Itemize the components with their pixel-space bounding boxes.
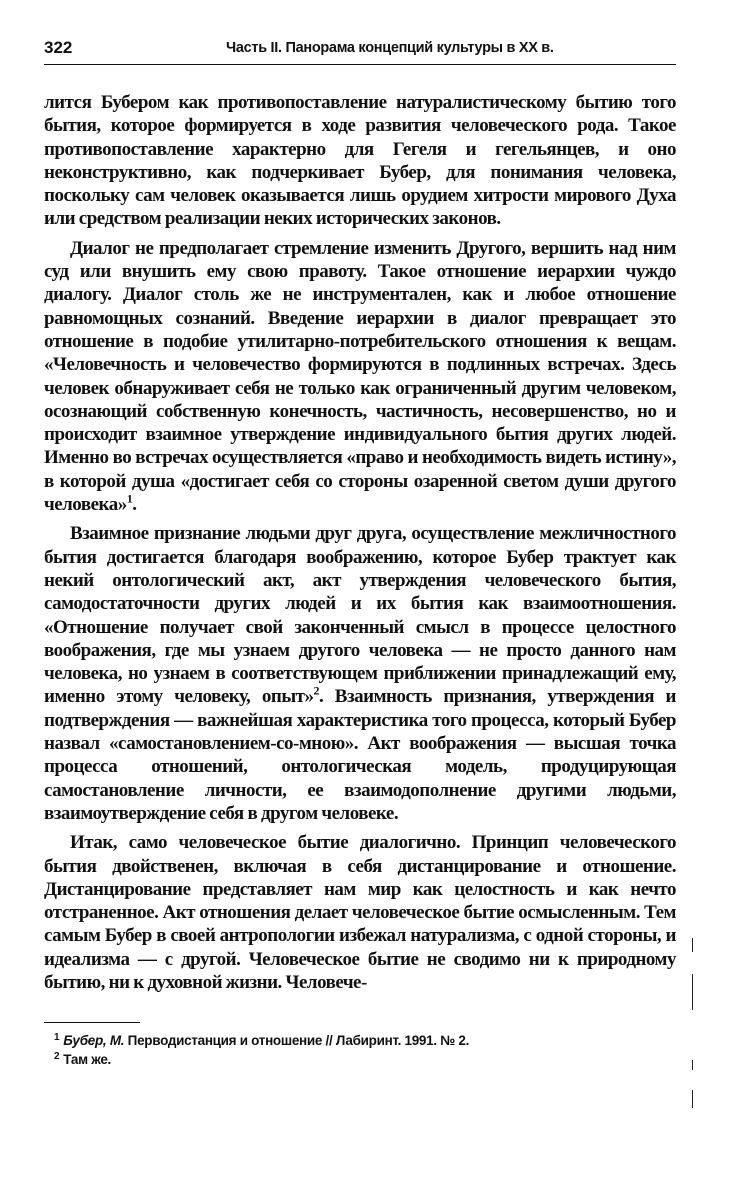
footnote-divider (44, 1022, 140, 1023)
paragraph-4: Итак, само человеческое бытие диалогично. Принцип человеческого бытия двойственен, включая в себя дистанцирование и отношение. Дистанцирование представляет нам мир как целостность и как нечто отстраненное. Акт отношения делает человеческое бытие осмысленным. Тем самым Бубер в своей антропологии избежал натурализма, с одной стороны, и идеализма — с другой. Человеческое бытие не сводимо ни к природному бытию, ни к духовной жизни. Человече- (44, 832, 676, 993)
page-number: 322 (44, 38, 73, 57)
paragraph-2: Диалог не предполагает стремление изменить Другого, вершить над ним суд или внушить ему свою правоту. Такое отношение иерархии чуждо диалогу. Диалог столь же не инструментален, как и любое отношение равномощных сознаний. Введение иерархии в диалог превращает это отношение в подобие утилитарно-потребительского отношения к вещам. «Человечность и человечество формируются в подлинных встречах. Здесь человек обнаруживает себя не только как ограниченный другим человеком, осознающий собственную конечность, частичность, несовершенство, но и происходит взаимное утверждение индивидуального бытия других людей. Именно во встречах осуществляется «право и необходимость видеть истину», в которой душа «достигает себя со стороны озаренной светом души другого человека»$^1$. (44, 237, 676, 516)
page-header (44, 34, 676, 65)
paragraph-3-text-b: . Взаимность признания, утверждения и подтверждения — важнейшая характеристика того процесса, который Бубер назвал «самостановлением-со-мною». Акт воображения — высшая точка процесса отношений, онтологическая модель, продуцирующая самостановление личности, ее взаимодополнение другими людьми, взаимоутверждение себя в другом человеке. (44, 686, 676, 824)
footnote-ref-1[interactable]: 1 (126, 491, 133, 506)
running-head: Часть II. Панорама концепций культуры в XX в. (226, 40, 554, 56)
footnote-1 (44, 1031, 676, 1050)
book-page (44, 34, 676, 1069)
footnote-ref-2[interactable]: 2 (313, 684, 319, 699)
paragraph-2-text: Диалог не предполагает стремление изменить Другого, вершить над ним суд или внушить ему свою правоту. Такое отношение иерархии чуждо диалогу. Диалог столь же не инструментален, как и любое отношение равномощных сознаний. Введение иерархии в диалог превращает это отношение в подобие утилитарно-потребительского отношения к вещам. «Человечность и человечество формируются в подлинных встречах. Здесь человек обнаруживает себя не только как ограниченный другим человеком, осознающий собственную конечность, частичность, несовершенство, но и происходит взаимное утверждение индивидуального бытия других людей. Именно во встречах осуществляется «право и необходимость видеть истину», в которой душа «достигает себя со стороны озаренной светом души другого человека» (44, 237, 676, 516)
footnote-1-number: 1 (54, 1031, 60, 1043)
body-text (44, 91, 676, 994)
paragraph-3-text-a: Взаимное признание людьми друг друга, осуществление межличностного бытия достигается благодаря воображению, которое Бубер трактует как некий онтологический акт, акт утверждения человеческого бытия, самодостаточности других людей и их бытия как взаимоотношения. «Отношение получает свой законченный смысл в процессе целостного воображения, где мы узнаем другого человека — не просто данного нам человека, но узнаем в соответствующем приближении принадлежащий ему, именно этому человеку, опыт» (44, 523, 676, 708)
footnote-1-author: Бубер, М. (63, 1033, 125, 1049)
paragraph-3 (44, 522, 676, 825)
footnote-2 (44, 1050, 676, 1069)
paragraph-1: лится Бубером как противопоставление натуралистическому бытию того бытия, которое формируется в ходе развития человеческого рода. Такое противопоставление характерно для Гегеля и гегельянцев, и оно неконструктивно, как подчеркивает Бубер, для понимания человека, поскольку сам человек оказывается лишь орудием хитрости мирового Духа или средством реализации неких исторических законов. (44, 92, 676, 230)
footnote-1-text: Перводистанция и отношение // Лабиринт. 1991. № 2. (124, 1033, 470, 1049)
footnote-2-text: Там же. (63, 1052, 111, 1068)
margin-scan-marks (690, 930, 696, 1110)
footnote-2-number: 2 (54, 1050, 60, 1062)
